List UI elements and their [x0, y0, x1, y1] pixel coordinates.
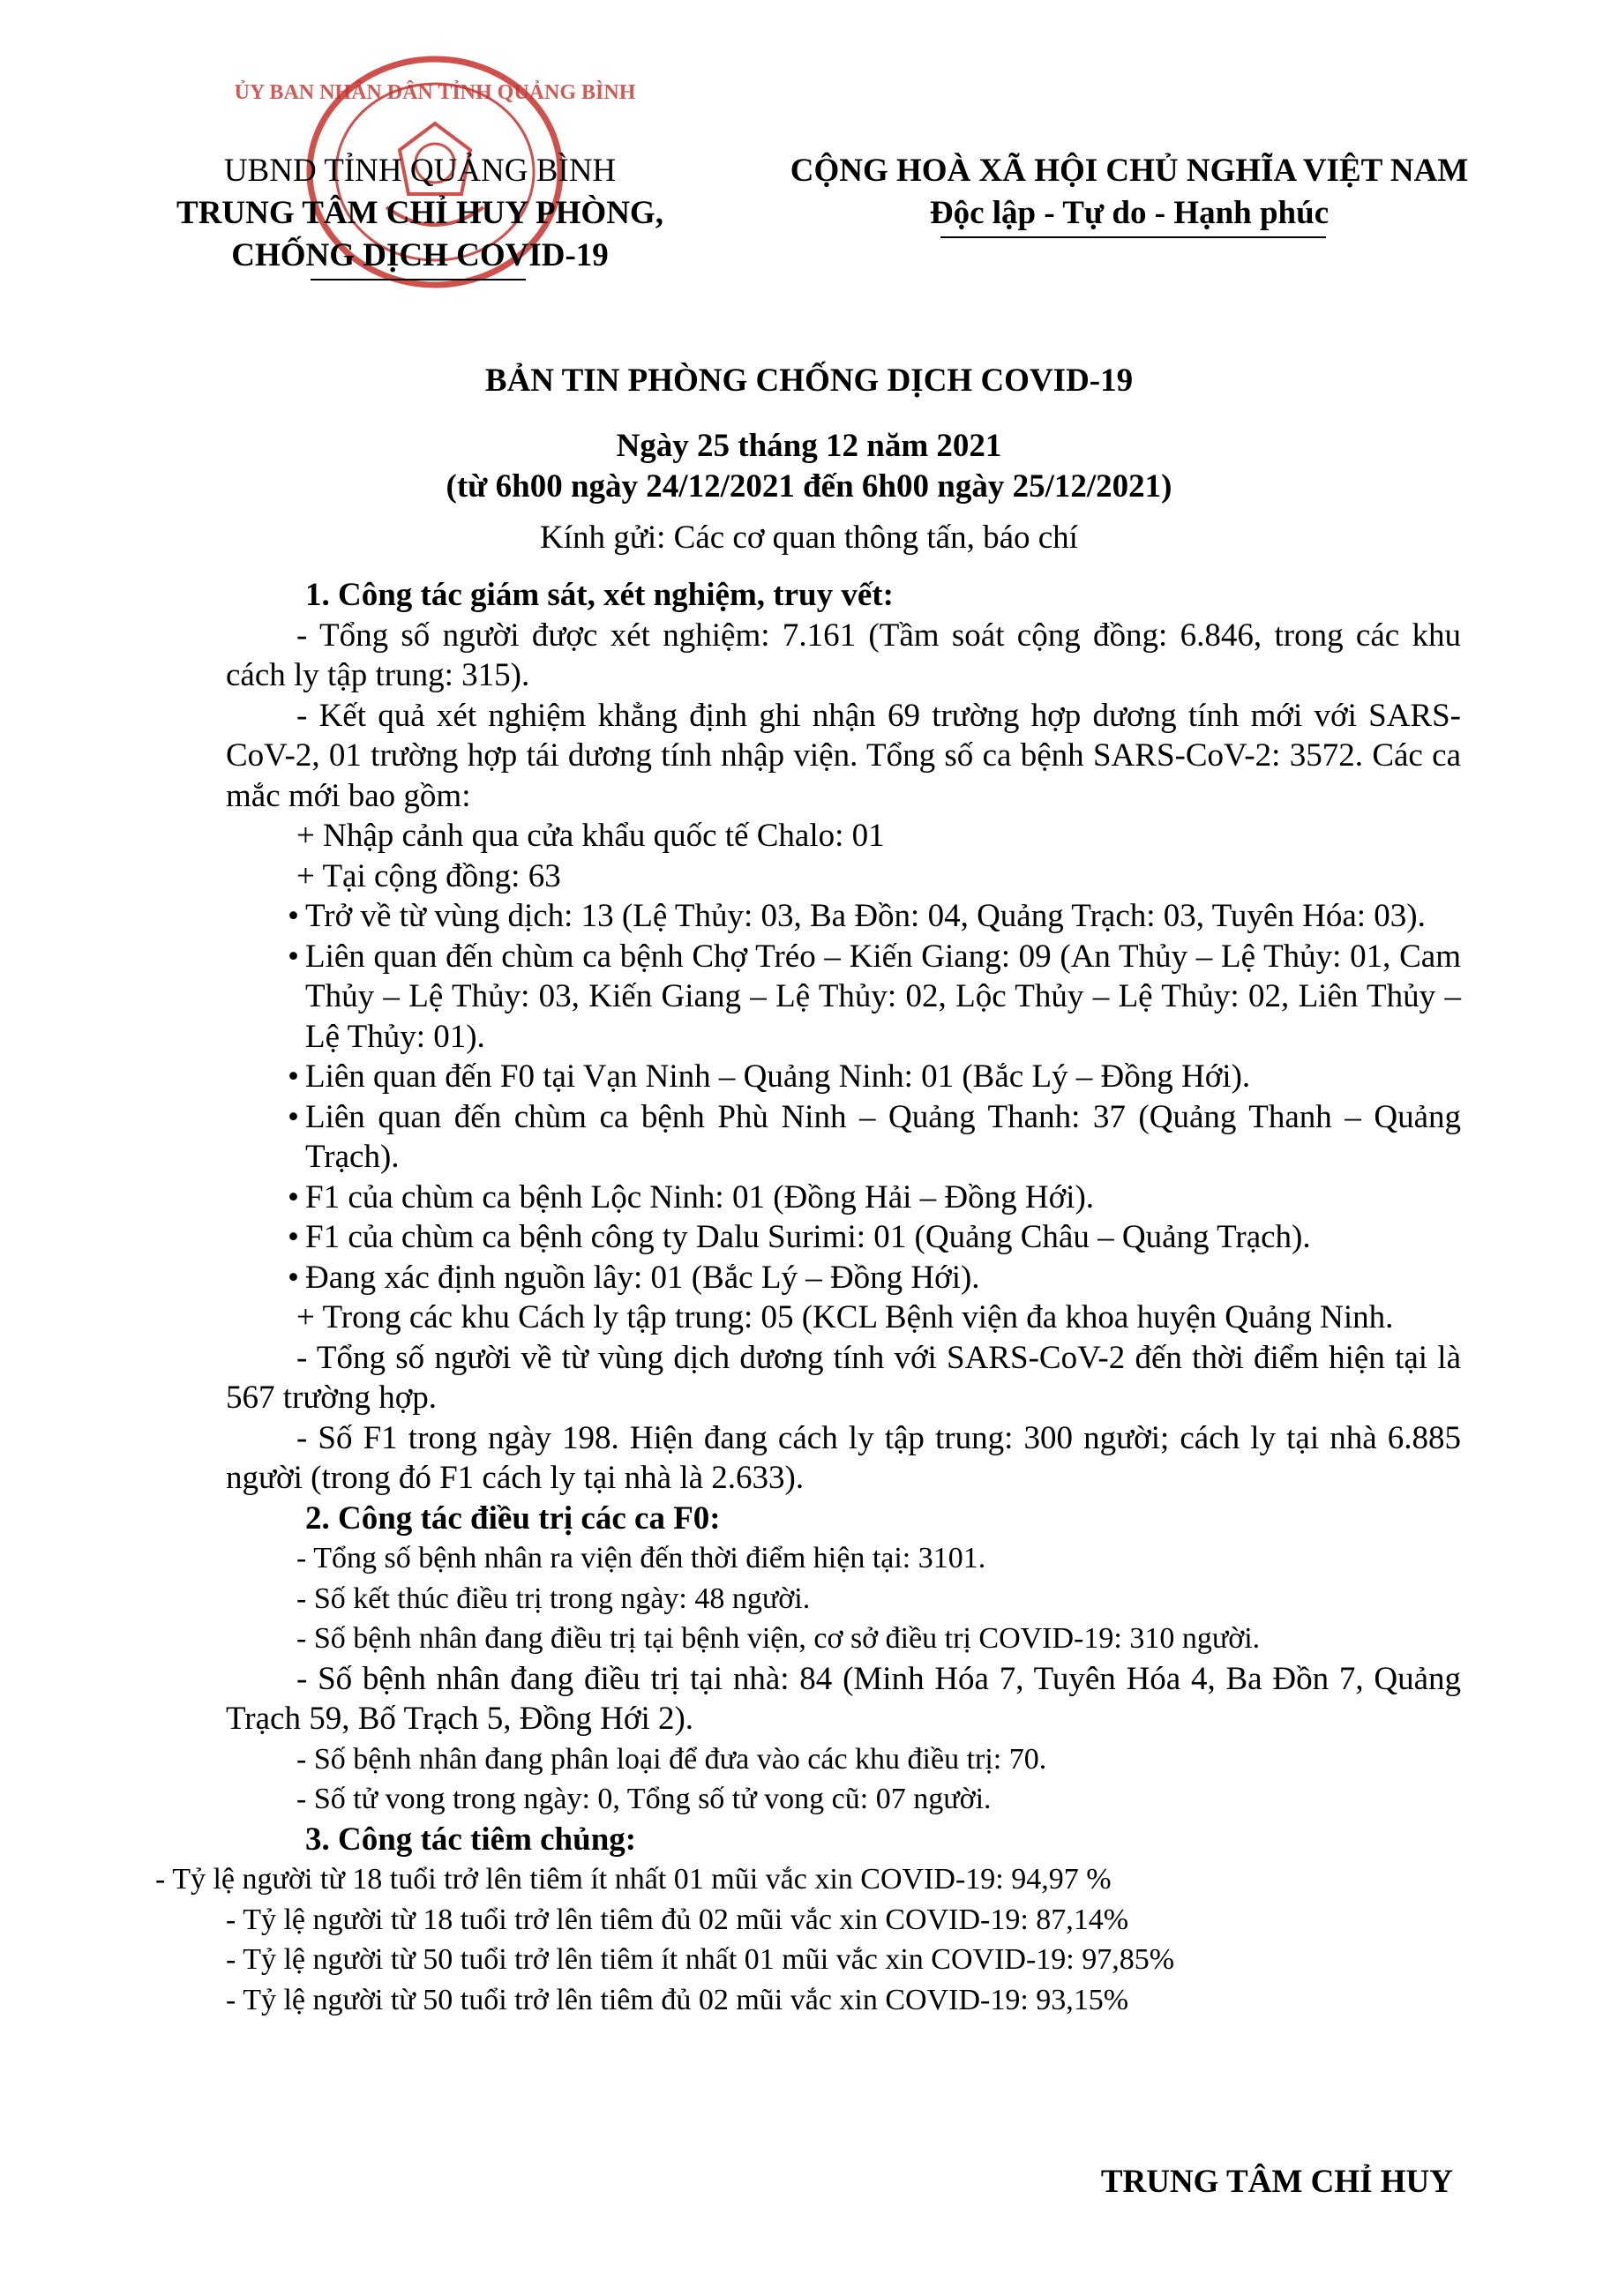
section-3-heading: 3. Công tác tiêm chủng:: [305, 1821, 637, 1858]
authority-underline: [311, 279, 526, 280]
bulletin-date: Ngày 25 tháng 12 năm 2021: [616, 428, 1002, 464]
country-name: CỘNG HOÀ XÃ HỘI CHỦ NGHĨA VIỆT NAM: [790, 153, 1469, 189]
list-item: • F1 của chùm ca bệnh công ty Dalu Surimi: 01 (Quảng Châu – Quảng Trạch).: [288, 1219, 1311, 1255]
f1-contacts: - Số F1 trong ngày 198. Hiện đang cách ly tập trung: 300 người; cách ly tại nhà 6.885 người (trong đó F1 cách ly tại nhà là 2.633).: [226, 1419, 1461, 1496]
vaccination-line: - Tỷ lệ người từ 50 tuổi trở lên tiêm ít nhất 01 mũi vắc xin COVID-19: 97,85%: [226, 1943, 1175, 1976]
issuing-authority: [173, 150, 667, 277]
quarantine-cases: + Trong các khu Cách ly tập trung: 05 (KCL Bệnh viện đa khoa huyện Quảng Ninh.: [296, 1299, 1394, 1335]
authority-line-3: CHỐNG DỊCH COVID-19: [231, 237, 609, 273]
signature-block: TRUNG TÂM CHỈ HUY: [1100, 2164, 1453, 2200]
vaccination-line: - Tỷ lệ người từ 18 tuổi trở lên tiêm đủ 02 mũi vắc xin COVID-19: 87,14%: [226, 1903, 1129, 1936]
treatment-line: - Tổng số bệnh nhân ra viện đến thời điểm hiện tại: 3101.: [296, 1542, 986, 1574]
seal-text: ỦY BAN NHÂN DÂN TỈNH QUẢNG BÌNH: [234, 81, 636, 104]
vaccination-line: - Tỷ lệ người từ 18 tuổi trở lên tiêm ít nhất 01 mũi vắc xin COVID-19: 94,97 %: [155, 1863, 1112, 1896]
vaccination-line: - Tỷ lệ người từ 50 tuổi trở lên tiêm đủ 02 mũi vắc xin COVID-19: 93,15%: [226, 1983, 1129, 2016]
bulletin-title: BẢN TIN PHÒNG CHỐNG DỊCH COVID-19: [484, 363, 1134, 399]
positive-results: - Kết quả xét nghiệm khẳng định ghi nhận 69 trường hợp dương tính mới với SARS-CoV-2, 01 trường hợp tái dương tính nhập viện. Tổng số ca bệnh SARS-CoV-2: 3572. Các ca mắc mới bao gồm:: [226, 697, 1461, 814]
treatment-line: - Số kết thúc điều trị trong ngày: 48 người.: [296, 1582, 811, 1615]
recipient-line: Kính gửi: Các cơ quan thông tấn, báo chí: [540, 520, 1078, 556]
community-cases: + Tại cộng đồng: 63: [296, 857, 561, 894]
list-item: • Liên quan đến chùm ca bệnh Phù Ninh – Quảng Thanh: 37 (Quảng Thanh – Quảng Trạch).: [288, 1098, 1461, 1175]
list-item: • Đang xác định nguồn lây: 01 (Bắc Lý – Đồng Hới).: [288, 1259, 980, 1296]
list-item: • F1 của chùm ca bệnh Lộc Ninh: 01 (Đồng Hải – Đồng Hới).: [288, 1178, 1095, 1215]
section-1-heading: 1. Công tác giám sát, xét nghiệm, truy vết:: [305, 577, 894, 613]
authority-line-1: UBND TỈNH QUẢNG BÌNH: [223, 153, 617, 189]
testing-total: - Tổng số người được xét nghiệm: 7.161 (Tầm soát cộng đồng: 6.846, trong các khu cách ly tập trung: 315).: [226, 617, 1461, 693]
list-item: • Liên quan đến F0 tại Vạn Ninh – Quảng Ninh: 01 (Bắc Lý – Đồng Hới).: [288, 1058, 1251, 1095]
list-item: • Trở về từ vùng dịch: 13 (Lệ Thủy: 03, Ba Đồn: 04, Quảng Trạch: 03, Tuyên Hóa: 03).: [288, 898, 1426, 934]
returnee-positive-total: - Tổng số người về từ vùng dịch dương tính với SARS-CoV-2 đến thời điểm hiện tại là 567 trường hợp.: [226, 1339, 1461, 1416]
treatment-line: - Số bệnh nhân đang điều trị tại bệnh viện, cơ sở điều trị COVID-19: 310 người.: [296, 1622, 1261, 1655]
bulletin-body: [155, 575, 1461, 2020]
treatment-line: - Số bệnh nhân đang điều trị tại nhà: 84 (Minh Hóa 7, Tuyên Hóa 4, Ba Đồn 7, Quảng Trạch 59, Bố Trạch 5, Đồng Hới 2).: [226, 1660, 1461, 1737]
national-motto: [750, 150, 1509, 235]
motto-underline: [940, 236, 1326, 238]
authority-line-2: TRUNG TÂM CHỈ HUY PHÒNG,: [176, 195, 663, 231]
treatment-line: - Số bệnh nhân đang phân loại để đưa vào các khu điều trị: 70.: [296, 1742, 1047, 1776]
bulletin-time-range: (từ 6h00 ngày 24/12/2021 đến 6h00 ngày 25/12/2021): [446, 468, 1172, 505]
list-item: • Liên quan đến chùm ca bệnh Chợ Tréo – Kiến Giang: 09 (An Thủy – Lệ Thủy: 01, Cam Thủy – Lệ Thủy: 03, Kiến Giang – Lệ Thủy: 02, Lộc Thủy – Lệ Thủy: 02, Liên Thủy – Lệ Thủy: 01).: [288, 938, 1461, 1055]
section-2-heading: 2. Công tác điều trị các ca F0:: [305, 1500, 721, 1537]
imported-cases: + Nhập cảnh qua cửa khẩu quốc tế Chalo: 01: [296, 818, 885, 854]
treatment-line: - Số tử vong trong ngày: 0, Tổng số tử vong cũ: 07 người.: [296, 1783, 992, 1815]
motto: Độc lập - Tự do - Hạnh phúc: [929, 195, 1330, 231]
